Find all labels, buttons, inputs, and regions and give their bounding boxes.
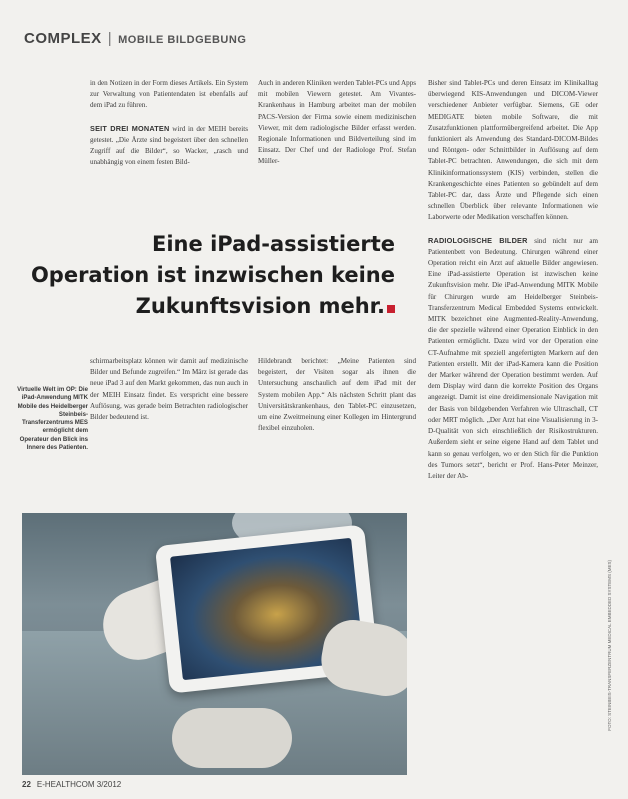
- paragraph: [428, 235, 598, 482]
- photo-credit: FOTO: STEINBEIS-TRANSFERZENTRUM MEDICAL EMBEDDED SYSTEMS (MES): [607, 560, 612, 731]
- paragraph: schirmarbeitsplatz können wir damit auf medizinische Bilder und Befunde zugreifen.“ Im März ist gerade das neue iPad 3 auf den Markt gekommen, das nun auch in der MEIH Einsatz findet. Es verspricht eine bessere Auflösung, was gerade beim Betrachten radiologischer Bilder bedeutend ist.: [90, 357, 248, 422]
- section-title: COMPLEX: [24, 30, 102, 47]
- column-2-top: [258, 78, 416, 228]
- pull-quote-line: Eine iPad-assistierte: [152, 232, 395, 256]
- paragraph: in den Notizen in der Form dieses Artikels. Ein System zur Verwaltung von Patientendaten ist ebenfalls auf dem iPad zu führen.: [90, 79, 248, 110]
- run-in-heading: RADIOLOGISCHE BILDER: [428, 235, 528, 245]
- paragraph: Auch in anderen Kliniken werden Tablet-PCs und Apps mit mobilen Viewern getestet. Am Vivantes-Krankenhaus in Hamburg arbeitet man der mobilen PACS-Version der Firma sowie einem medizinischen Viewer, mit dem radiologische Bilder erfasst werden. Regionale Informationen und Bildverteilung sind im Einsatz. Der Chef und der Radiologe Prof. Stefan Müller-: [258, 79, 416, 166]
- pull-quote-line: [30, 291, 395, 322]
- column-2-bottom: [258, 356, 416, 506]
- pull-quote: [30, 229, 395, 322]
- column-1-bottom: [90, 356, 248, 506]
- column-1-top: [90, 78, 248, 228]
- subsection-title: MOBILE BILDGEBUNG: [118, 34, 247, 46]
- page-footer: [22, 780, 121, 789]
- paragraph: Bisher sind Tablet-PCs und deren Einsatz im Klinikalltag überwiegend KIS-Anwendungen und DICOM-Viewer verschiedener Anbieter verfügbar. Siemens, GE oder MEDIGATE bieten mobile Software, die mit Zusatzfunktionen plattformübergreifend arbeitet. Die App funktioniert als Anwendung des Standard-DICOM-Bildes und Röntgen- oder Schnittbilder in Auflösung auf dem Tablet-PC betrachten. Anwendungen, die sich mit dem Klinikinformationssystem (KIS) verbinden, stellen die Krankengeschichte eines Patienten so gebündelt auf dem Tablet-PC dar, dass Ärzte und Pflegende sich einen schnellen Überblick über relevante Informationen wie Laborwerte oder Medikation verschaffen können.: [428, 79, 598, 222]
- pull-quote-line: Operation ist inzwischen keine: [30, 263, 395, 287]
- surgery-ipad-photo: [22, 513, 407, 775]
- header-separator: |: [107, 30, 113, 47]
- paragraph-text: sind nicht nur am Patientenbett von Bedeutung. Chirurgen während einer Operation reicht ein Arzt auf aktuelle Bilder angewiesen. Eine iPad-assistierte Operation ist inzwischen keine Zukunftsvision mehr. Die iPad-Anwendung MITK Mobile für Chirurgen wurde am Heidelberger Steinbeis-Transferzentrum Medical Embedded Systems entwickelt. MITK bezeichnet eine Augmented-Reality-Anwendung, die der spezielle während einer Operation Einblick in den Patienten ermöglicht. Dazu wird vor der Operation eine CT-Aufnahme mit speziell angefertigten Markern auf den Patienten erstellt. Mit der iPad-Kamera kann die Position der Marker während der Operation bestimmt werden. Auf dem Display wird dann die korrekte Position des Organs angezeigt. Damit ist eine dreidimensionale Navigation mit der Basis von bildgebenden Verfahren wie Ultraschall, CT oder MRT möglich. „Der Arzt hat eine Visualisierung in 3-D-Qualität von sich einschließlich der Risikostrukturen. Außerdem sieht er seine eigene Hand auf dem Tablet und kann so genau verfolgen, wo er den Stich für die Punktion des Tumors setzt“, bericht er Prof. Hans-Peter Meinzer, Leiter der Ab-: [428, 236, 598, 480]
- page-number: 22: [22, 780, 31, 789]
- column-3: [428, 78, 598, 778]
- photo-caption: Virtuelle Welt im OP: Die iPad-Anwendung MITK Mobile des Heidelberger Steinbeis-Transferzentrums MES ermöglicht dem Operateur den Blick ins Innere des Patienten.: [17, 386, 88, 452]
- paragraph: Hildebrandt berichtet: „Meine Patienten sind begeistert, der Visiten sogar als ihnen die Untersuchung anschaulich auf dem iPad mit der System mobilen App.“ Als nächsten Schritt plant das Universitätskrankenhaus, den Tablet-PC einzusetzen, um eine Zweitmeinung einer Kollegen im Hintergrund flexibel einzuholen.: [258, 357, 416, 433]
- run-in-heading: SEIT DREI MONATEN: [90, 123, 170, 133]
- pull-quote-text: Zukunftsvision mehr.: [135, 294, 385, 318]
- gloved-hand: [172, 708, 292, 768]
- end-mark-icon: [387, 305, 395, 313]
- page-header: [24, 30, 246, 52]
- paragraph: [90, 123, 248, 169]
- paragraph-text: wird in der MEIH bereits getestet. „Die Ärzte sind begeistert über den schnellen Zugriff auf die Bilder“, so Wacker, „rasch und unabhängig von einem festen Bild-: [90, 124, 248, 167]
- publication-name: E-HEALTHCOM 3/2012: [36, 780, 122, 789]
